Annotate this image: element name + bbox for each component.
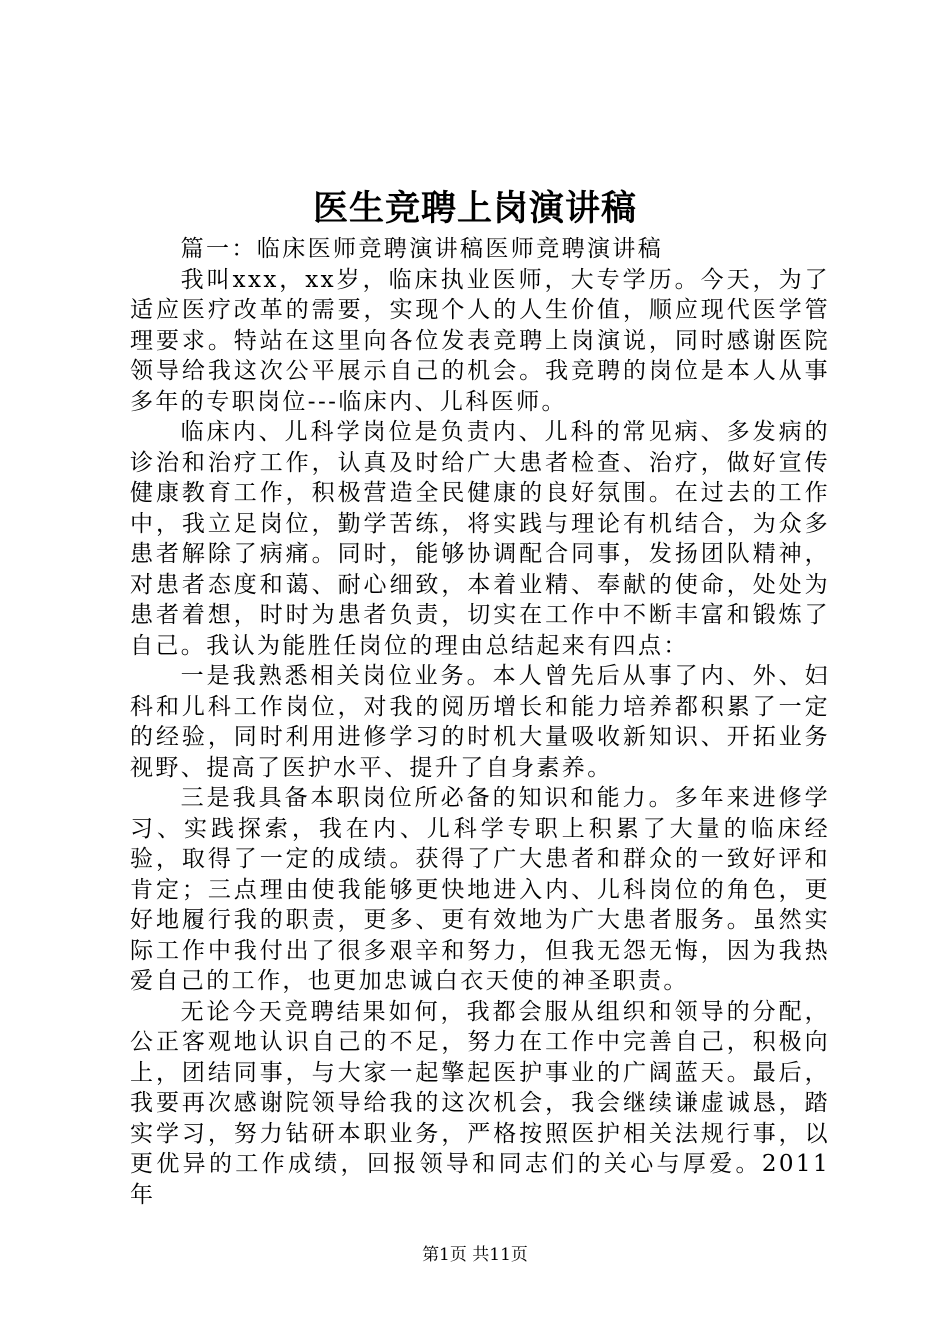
- document-body: [130, 234, 830, 1210]
- paragraph-introduction: 我叫xxx，xx岁，临床执业医师，大专学历。今天，为了适应医疗改革的需要，实现个人的人生价值，顺应现代医学管理要求。特站在这里向各位发表竞聘上岗演说，同时感谢医院领导给我这次公平展示自己的机会。我竞聘的岗位是本人从事多年的专职岗位---临床内、儿科医师。: [130, 266, 830, 415]
- section-heading: 篇一：临床医师竞聘演讲稿医师竞聘演讲稿: [180, 236, 664, 262]
- paragraph-closing: 无论今天竞聘结果如何，我都会服从组织和领导的分配，公正客观地认识自己的不足，努力在工作中完善自己，积极向上，团结同事，与大家一起擎起医护事业的广阔蓝天。最后，我要再次感谢院领导给我的这次机会，我会继续谦虚诚恳，踏实学习，努力钻研本职业务，严格按照医护相关法规行事，以更优异的工作成绩，回报领导和同志们的关心与厚爱。2011年: [130, 998, 830, 1208]
- paragraph-reason-one: 一是我熟悉相关岗位业务。本人曾先后从事了内、外、妇科和儿科工作岗位，对我的阅历增长和能力培养都积累了一定的经验，同时利用进修学习的时机大量吸收新知识、开拓业务视野、提高了医护水平、提升了自身素养。: [130, 663, 830, 781]
- document-title: 医生竞聘上岗演讲稿: [312, 188, 637, 229]
- page-number-footer: 第1页 共11页: [422, 1245, 528, 1265]
- paragraph-duties: 临床内、儿科学岗位是负责内、儿科的常见病、多发病的诊治和治疗工作，认真及时给广大患者检查、治疗，做好宣传健康教育工作，积极营造全民健康的良好氛围。在过去的工作中，我立足岗位，勤学苦练，将实践与理论有机结合，为众多患者解除了病痛。同时，能够协调配合同事，发扬团队精神，对患者态度和蔼、耐心细致，本着业精、奉献的使命，处处为患者着想，时时为患者负责，切实在工作中不断丰富和锻炼了自己。我认为能胜任岗位的理由总结起来有四点：: [130, 419, 830, 659]
- paragraph-reason-three: 三是我具备本职岗位所必备的知识和能力。多年来进修学习、实践探索，我在内、儿科学专职上积累了大量的临床经验，取得了一定的成绩。获得了广大患者和群众的一致好评和肯定；三点理由使我能够更快地进入内、儿科岗位的角色，更好地履行我的职责，更多、更有效地为广大患者服务。虽然实际工作中我付出了很多艰辛和努力，但我无怨无悔，因为我热爱自己的工作，也更加忠诚白衣天使的神圣职责。: [130, 785, 830, 994]
